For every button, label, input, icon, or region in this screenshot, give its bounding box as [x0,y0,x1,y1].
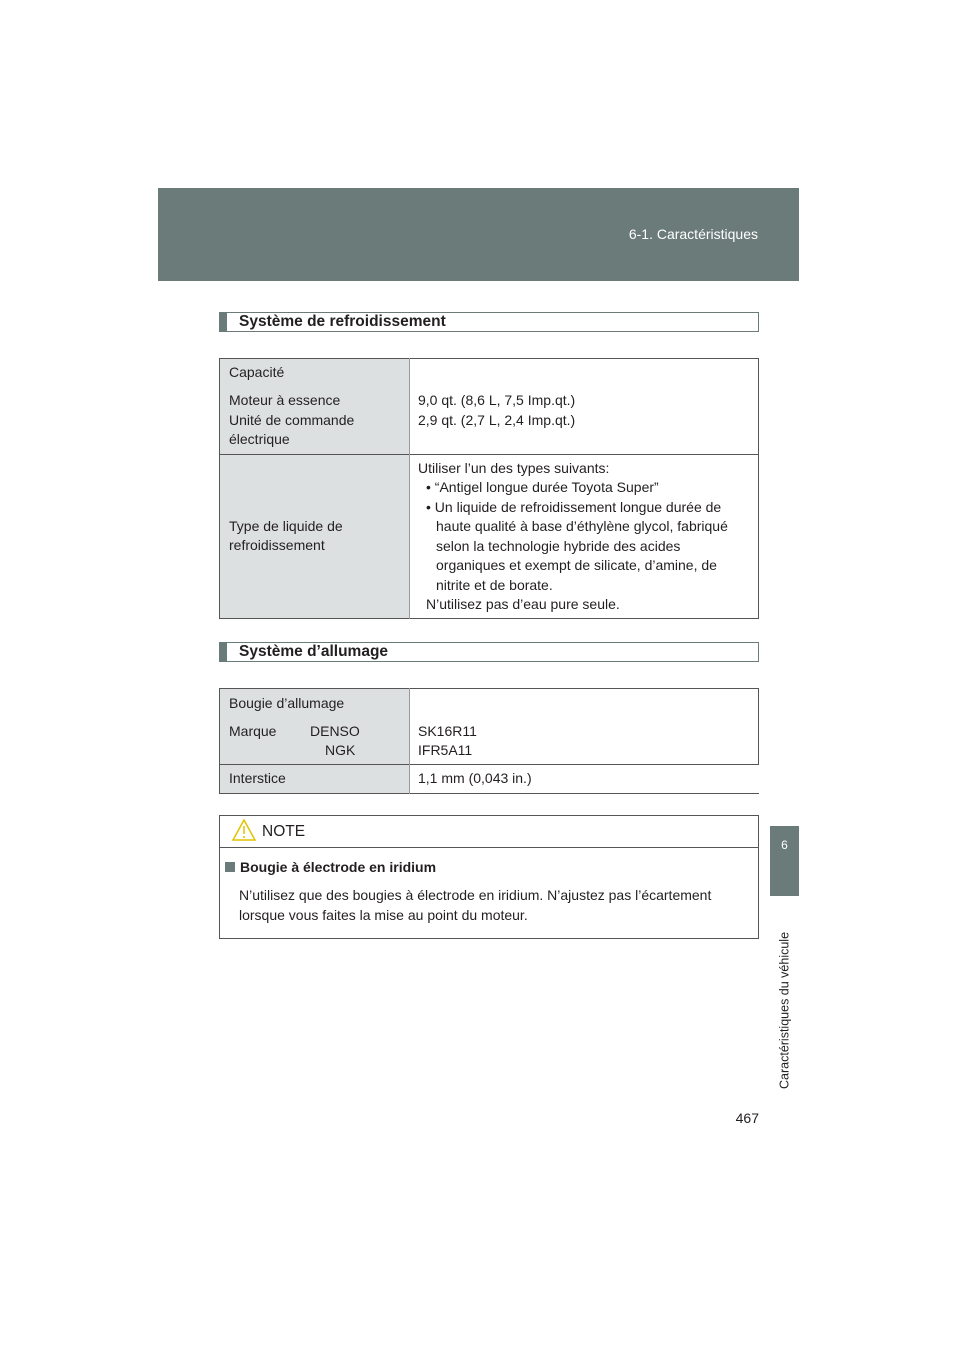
electric-unit-label-2: électrique [229,431,290,447]
ignition-section-heading [219,642,759,662]
chapter-number: 6 [781,838,788,852]
gap-row [220,765,759,794]
note-body [239,885,757,925]
coolant-bullet-2-line-5: nitrite et de borate. [436,577,553,593]
heading-bar [220,643,227,661]
header-band [158,188,799,281]
note-box [219,815,759,939]
note-subtitle-text: Bougie à électrode en iridium [240,859,437,875]
gap-value-cell [410,765,759,794]
chapter-tab[interactable] [770,826,799,896]
capacity-label: Capacité [229,364,285,380]
spark-plug-label: Bougie d’allumage [229,695,345,711]
capacity-label-cell [220,359,410,455]
brand-2: NGK [325,742,356,758]
spark-plug-row [220,689,759,765]
coolant-bullet-2-line-4: organiques et exempt de silicate, d’amine, de [436,557,717,573]
chapter-label-text: Caractéristiques du véhicule [777,931,792,1089]
coolant-label-2: refroidissement [229,537,325,553]
gas-engine-value: 9,0 qt. (8,6 L, 7,5 Imp.qt.) [418,392,576,408]
coolant-value-cell [410,455,759,619]
note-body-line-2: lorsque vous faites la mise au point du moteur. [239,907,528,923]
capacity-value-cell [410,359,759,455]
ignition-section-title: Système d’allumage [239,643,389,660]
coolant-bullet-2-line-3: selon la technologie hybride des acides [436,538,681,554]
gap-value: 1,1 mm (0,043 in.) [418,770,532,786]
brand-1-value: SK16R11 [418,723,477,739]
coolant-bullet-1: • “Antigel longue durée Toyota Super” [426,479,659,495]
page-number: 467 [735,1110,759,1126]
coolant-row [220,455,759,619]
coolant-intro: Utiliser l’un des types suivants: [418,460,610,476]
capacity-row [220,359,759,455]
note-title: NOTE [262,823,306,840]
cooling-section-heading [219,312,759,332]
gas-engine-label: Moteur à essence [229,392,341,408]
electric-unit-value: 2,9 qt. (2,7 L, 2,4 Imp.qt.) [418,412,576,428]
coolant-label-1: Type de liquide de [229,518,343,534]
square-bullet-icon [225,862,235,872]
coolant-warning: N’utilisez pas d’eau pure seule. [426,596,620,612]
note-subtitle [225,859,436,875]
gap-label-cell [220,765,410,794]
note-header [220,816,758,848]
note-body-line-1: N’utilisez que des bougies à électrode en iridium. N’ajustez pas l’écartement [239,887,712,903]
electric-unit-label-1: Unité de commande [229,412,355,428]
chapter-label [770,903,799,1089]
coolant-bullet-2-line-2: haute qualité à base d’éthylène glycol, fabriqué [436,518,728,534]
gap-label: Interstice [229,770,286,786]
heading-bar [220,313,227,331]
brand-label: Marque [229,723,277,739]
section-breadcrumb: 6-1. Caractéristiques [628,226,758,242]
spark-plug-value-cell [410,689,759,765]
spark-plug-label-cell [220,689,410,765]
coolant-bullet-2-line-1: • Un liquide de refroidissement longue durée de [426,499,722,515]
brand-2-value: IFR5A11 [418,742,473,758]
brand-1: DENSO [310,723,360,739]
cooling-section-title: Système de refroidissement [239,313,446,330]
ignition-table [219,688,759,794]
cooling-table [219,358,759,619]
coolant-label-cell [220,455,410,619]
warning-triangle-icon [232,819,256,841]
